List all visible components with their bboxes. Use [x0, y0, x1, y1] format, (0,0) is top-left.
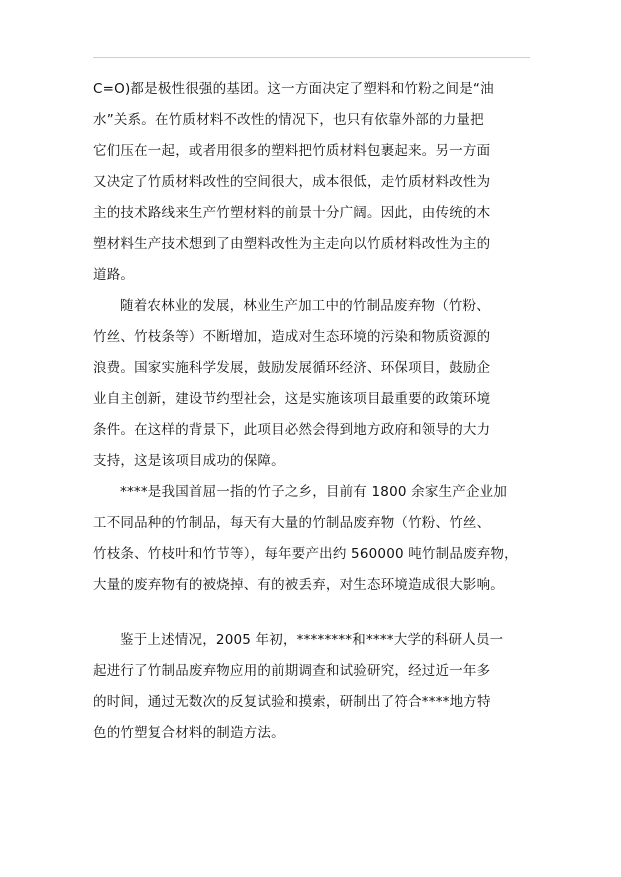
text-line: 支持，这是该项目成功的保障。	[93, 453, 285, 469]
paragraph-1	[93, 79, 530, 296]
text-line: 大量的废弃物有的被烧掉、有的被丢弃，对生态环境造成很大影响。	[93, 577, 504, 593]
text-line: 主的技术路线来生产竹塑材料的前景十分广阔。因此，由传统的木	[93, 205, 491, 221]
text-line: 业自主创新，建设节约型社会，这是实施该项目最重要的政策环境	[93, 391, 491, 407]
paragraph-3	[93, 482, 530, 606]
text-line: 色的竹塑复合材料的制造方法。	[93, 725, 285, 741]
text-line: 鉴于上述情况，2005 年初，********和****大学的科研人员一	[120, 632, 504, 648]
paragraph-2	[93, 296, 530, 482]
text-line: ****是我国首屈一指的竹子之乡，目前有 1800 余家生产企业加	[120, 484, 508, 500]
text-line: 又决定了竹质材料改性的空间很大，成本很低，走竹质材料改性为	[93, 174, 491, 190]
text-line: 水”关系。在竹质材料不改性的情况下，也只有依靠外部的力量把	[93, 112, 484, 128]
text-line: 竹枝条、竹枝叶和竹节等），每年要产出约 560000 吨竹制品废弃物，	[93, 546, 518, 562]
text-line: 的时间，通过无数次的反复试验和摸索，研制出了符合****地方特	[93, 694, 491, 710]
text-line: 竹丝、竹枝条等）不断增加，造成对生态环境的污染和物质资源的	[93, 329, 491, 345]
paragraph-spacer	[93, 606, 530, 630]
document-body	[93, 79, 530, 754]
text-line: 工不同品种的竹制品，每天有大量的竹制品废弃物（竹粉、竹丝、	[93, 515, 491, 531]
text-line: 起进行了竹制品废弃物应用的前期调查和试验研究，经过近一年多	[93, 663, 491, 679]
text-line: 它们压在一起，或者用很多的塑料把竹质材料包裹起来。另一方面	[93, 143, 491, 159]
text-line: 塑材料生产技术想到了由塑料改性为主走向以竹质材料改性为主的	[93, 236, 491, 252]
text-line: 浪费。国家实施科学发展，鼓励发展循环经济、环保项目，鼓励企	[93, 360, 491, 376]
text-line: 随着农林业的发展，林业生产加工中的竹制品废弃物（竹粉、	[120, 298, 490, 314]
text-line: 条件。在这样的背景下，此项目必然会得到地方政府和领导的大力	[93, 422, 491, 438]
header-rule	[93, 57, 530, 58]
text-line: C=O)都是极性很强的基团。这一方面决定了塑料和竹粉之间是“油	[93, 81, 494, 97]
text-line: 道路。	[93, 267, 135, 283]
paragraph-4	[93, 630, 530, 754]
